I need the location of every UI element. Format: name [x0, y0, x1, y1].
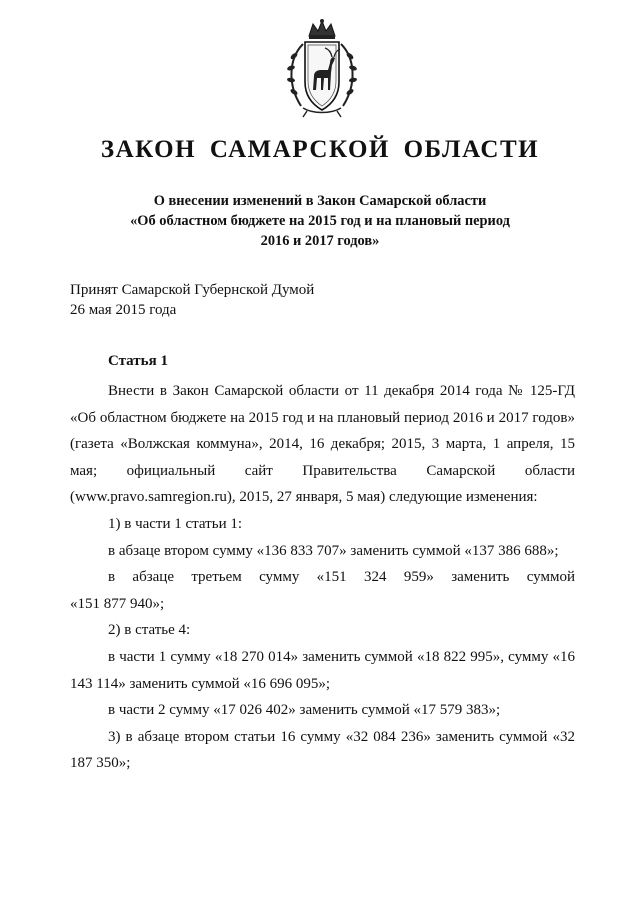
paragraph: 3) в абзаце втором статьи 16 сумму «32 084 236» заменить суммой «32 187 350»; — [70, 728, 575, 772]
law-title: ЗАКОН САМАРСКОЙ ОБЛАСТИ — [100, 136, 540, 163]
subtitle-line: 2016 и 2017 годов» — [260, 233, 380, 249]
adoption-line: Принят Самарской Губернской Думой — [70, 282, 315, 298]
law-subtitle — [80, 191, 560, 251]
adoption-note — [70, 280, 314, 320]
paragraph: в абзаце третьем сумму «151 324 959» заменить суммой — [108, 569, 575, 586]
article-heading: Статья 1 — [108, 353, 168, 369]
article-body — [70, 378, 575, 777]
samara-coat-of-arms-icon — [283, 18, 361, 118]
paragraph: Внести в Закон Самарской области от 11 декабря 2014 года № 125-ГД «Об областном бюджете на 2015 год и на плановый период 2016 и 2017 годов» (газета «Волжская коммуна», 2014, 16 декабря; 2015, 3 марта, 1 апреля, 15 мая; официальный сайт Правительства Самарской области (www.pravo.samregion.ru), 2015, 27 января, 5 мая) следующие изменения: — [70, 383, 575, 506]
adoption-date: 26 мая 2015 года — [70, 302, 177, 318]
paragraph: 1) в части 1 статьи 1: — [108, 515, 243, 532]
subtitle-line: «Об областном бюджете на 2015 год и на плановый период — [130, 213, 510, 229]
paragraph: в части 2 сумму «17 026 402» заменить суммой «17 579 383»; — [108, 702, 501, 719]
paragraph: в части 1 сумму «18 270 014» заменить суммой «18 822 995», сумму «16 143 114» заменить суммой «16 696 095»; — [70, 648, 575, 692]
paragraph: в абзаце втором сумму «136 833 707» заменить суммой «137 386 688»; — [108, 542, 559, 559]
paragraph: «151 877 940»; — [70, 595, 165, 612]
paragraph: 2) в статье 4: — [108, 622, 191, 639]
subtitle-line: О внесении изменений в Закон Самарской области — [153, 193, 487, 209]
